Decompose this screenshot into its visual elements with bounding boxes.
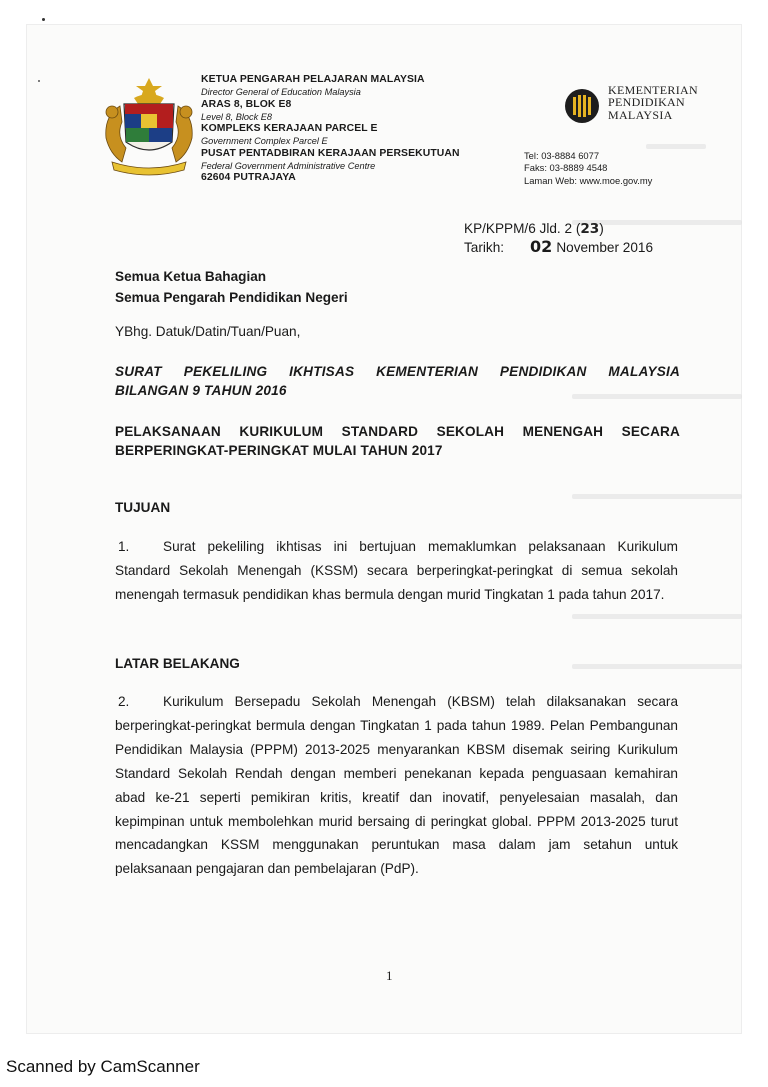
address-complex: KOMPLEKS KERAJAAN PARCEL E bbox=[201, 123, 378, 135]
date-month-year: November 2016 bbox=[556, 240, 654, 255]
section-heading-tujuan: TUJUAN bbox=[115, 500, 171, 515]
ministry-name bbox=[608, 84, 698, 121]
address-level: ARAS 8, BLOK E8 bbox=[201, 98, 292, 110]
address-centre-en: Federal Government Administrative Centre bbox=[201, 161, 376, 172]
fax: Faks: 03-8889 4548 bbox=[524, 162, 608, 174]
reference-number bbox=[464, 220, 653, 238]
website: Laman Web: www.moe.gov.my bbox=[524, 174, 653, 186]
address-postcode: 62604 PUTRAJAYA bbox=[201, 172, 296, 184]
bleed-through bbox=[572, 614, 742, 619]
address-centre: PUSAT PENTADBIRAN KERAJAAN PERSEKUTUAN bbox=[201, 147, 460, 159]
bleed-through bbox=[646, 144, 706, 149]
bleed-through bbox=[572, 494, 742, 499]
recipient: Semua Ketua Bahagian bbox=[115, 269, 267, 284]
paragraph-number: 2. bbox=[118, 694, 130, 709]
reference-prefix: KP/KPPM/6 Jld. 2 ( bbox=[464, 221, 581, 236]
ministry-emblem-icon bbox=[564, 88, 600, 124]
scan-speck bbox=[42, 18, 45, 21]
title-line: BERPERINGKAT-PERINGKAT MULAI TAHUN 2017 bbox=[115, 443, 443, 458]
recipient: Semua Pengarah Pendidikan Negeri bbox=[115, 290, 348, 305]
recipients bbox=[115, 266, 348, 308]
coat-of-arms-icon bbox=[90, 76, 208, 176]
paragraph-1 bbox=[115, 535, 678, 607]
section-heading-latar-belakang: LATAR BELAKANG bbox=[115, 656, 240, 671]
ministry-name-line: MALAYSIA bbox=[608, 107, 673, 122]
scanner-watermark: Scanned by CamScanner bbox=[6, 1057, 200, 1076]
paragraph-text: Kurikulum Bersepadu Sekolah Menengah (KBSM) telah dilaksanakan secara berperingkat-peringkat bermula dengan Tingkatan 1 pada tahun 1989. Pelan Pembangunan Pendidikan Malaysia (PPPM) 2013-2025 menyarankan KBSM disemak seiring Kurikulum Standard Sekolah Rendah dengan memberi penekanan kepada penguasaan kemahiran abad ke-21 seperti pemikiran kritis, kreatif dan inovatif, penyelesaian masalah, dan kepimpinan untuk membolehkan murid bersaing di peringkat global. PPPM 2013-2025 turut mencadangkan KSSM menggunakan peruntukan masa dalam jam setahun untuk pelaksanaan pengajaran dan pembelajaran (PdP). bbox=[115, 694, 678, 877]
salutation: YBhg. Datuk/Datin/Tuan/Puan, bbox=[115, 324, 301, 339]
reference-handwritten: 23 bbox=[580, 221, 600, 237]
paragraph-number: 1. bbox=[118, 539, 130, 554]
org-name-en: Director General of Education Malaysia bbox=[201, 87, 361, 98]
circular-title bbox=[115, 422, 680, 460]
ministry-name-line: KEMENTERIAN bbox=[608, 83, 698, 97]
date-label: Tarikh: bbox=[464, 240, 505, 255]
address-level-en: Level 8, Block E8 bbox=[201, 111, 272, 122]
document-page bbox=[26, 24, 742, 1034]
address-complex-en: Government Complex Parcel E bbox=[201, 136, 328, 147]
date-day-handwritten: 02 bbox=[530, 237, 553, 256]
subject-line: BILANGAN 9 TAHUN 2016 bbox=[115, 383, 287, 398]
sender-address bbox=[201, 74, 501, 185]
subject-line: SURAT PEKELILING IKHTISAS KEMENTERIAN PENDIDIKAN MALAYSIA bbox=[115, 364, 680, 379]
contact-info bbox=[524, 150, 652, 187]
circular-subject bbox=[115, 362, 680, 400]
page-number: 1 bbox=[386, 968, 393, 983]
telephone: Tel: 03-8884 6077 bbox=[524, 150, 600, 161]
org-name: KETUA PENGARAH PELAJARAN MALAYSIA bbox=[201, 74, 425, 85]
scan-speck bbox=[38, 80, 40, 82]
title-line: PELAKSANAAN KURIKULUM STANDARD SEKOLAH MENENGAH SECARA bbox=[115, 424, 680, 439]
reference-block bbox=[464, 220, 653, 257]
paragraph-text: Surat pekeliling ikhtisas ini bertujuan memaklumkan pelaksanaan Kurikulum Standard Sekolah Menengah (KSSM) secara berperingkat-peringkat di semua sekolah menengah termasuk pendidikan khas bermula dengan murid Tingkatan 1 pada tahun 2017. bbox=[115, 539, 678, 602]
paragraph-2 bbox=[115, 690, 678, 881]
ministry-name-line: PENDIDIKAN bbox=[608, 95, 685, 110]
ministry-logo bbox=[564, 82, 742, 132]
date-line bbox=[464, 238, 653, 257]
reference-suffix: ) bbox=[599, 221, 604, 236]
bleed-through bbox=[572, 664, 742, 669]
